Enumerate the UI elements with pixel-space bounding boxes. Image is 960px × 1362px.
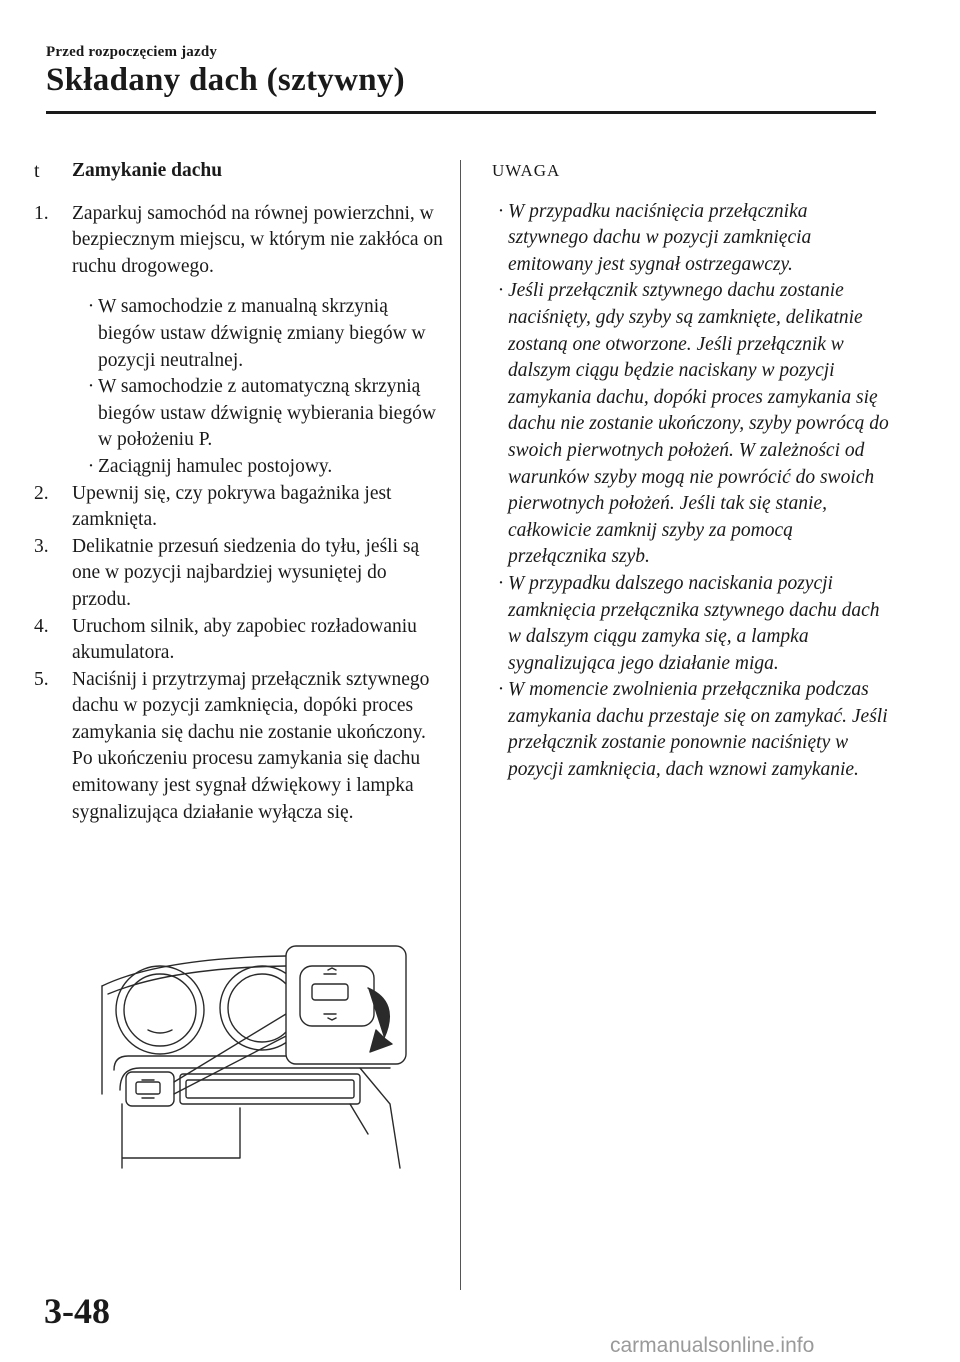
bullet-icon: · bbox=[497, 679, 505, 701]
step-text: Naciśnij i przytrzymaj przełącznik sztywnego dachu w pozycji zamknięcia, dopóki proces zamykania się dachu nie zostanie ukończony. Po ukończeniu procesu zamykania się dachu emitowany jest sygnał dźwiękowy i lampka sygnalizująca działanie wyłącza się. bbox=[72, 668, 430, 823]
page-number: 3-48 bbox=[44, 1291, 110, 1331]
sub-item bbox=[84, 374, 444, 454]
step-number: 4. bbox=[34, 615, 49, 637]
step-item bbox=[34, 481, 444, 534]
section-heading bbox=[34, 158, 444, 185]
dashboard-switch-illustration bbox=[100, 944, 410, 1170]
note-item bbox=[494, 571, 892, 677]
note-title: UWAGA bbox=[492, 161, 561, 180]
left-column bbox=[34, 158, 444, 826]
bullet-icon: · bbox=[87, 296, 95, 318]
step-item bbox=[34, 534, 444, 614]
right-column bbox=[492, 158, 892, 784]
step-item bbox=[34, 614, 444, 667]
bullet-icon: · bbox=[497, 572, 505, 594]
sub-item bbox=[84, 294, 444, 374]
note-item-text: W momencie zwolnienia przełącznika podczas zamykania dachu przestaje się on zamykać. Jeśli przełącznik zostanie ponownie naciśnięty w pozycji zamknięcia, dach wznowi zamykanie. bbox=[508, 679, 888, 781]
step-item bbox=[34, 201, 444, 281]
step-number: 1. bbox=[34, 202, 49, 224]
watermark: carmanualsonline.info bbox=[610, 1334, 815, 1357]
sub-item-text: Zaciągnij hamulec postojowy. bbox=[98, 455, 333, 477]
note-item-text: W przypadku dalszego naciskania pozycji zamknięcia przełącznika sztywnego dachu dach w dalszym ciągu zamyka się, a lampka sygnalizująca jego działanie miga. bbox=[508, 572, 880, 674]
step-text: Zaparkuj samochód na równej powierzchni, w bezpiecznym miejscu, w którym nie zakłóca on ruchu drogowego. bbox=[72, 202, 443, 277]
bullet-icon: · bbox=[497, 280, 505, 302]
note-item bbox=[494, 278, 892, 571]
sub-item-text: W samochodzie z manualną skrzynią biegów ustaw dźwignię zmiany biegów w pozycji neutralnej. bbox=[98, 296, 426, 371]
note-item bbox=[494, 199, 892, 279]
step-number: 3. bbox=[34, 535, 49, 557]
step-text: Uruchom silnik, aby zapobiec rozładowaniu akumulatora. bbox=[72, 615, 417, 664]
section-heading-text: Zamykanie dachu bbox=[72, 160, 223, 181]
note-item-text: Jeśli przełącznik sztywnego dachu zostanie naciśnięty, gdy szyby są zamknięte, delikatnie zostaną one otworzone. Jeśli przełącznik w dalszym ciągu będzie naciskany w pozycji zamykania dachu, dopóki proces zamykania się dachu nie zostanie ukończony, szyby powrócą do swoich pierwotnych położeń. W zależności od warunków szyby mogą nie powrócić do swoich pierwotnych położeń. Jeśli tak się stanie, całkowicie zamknij szyby za pomocą przełącznika szyb. bbox=[508, 280, 889, 568]
column-divider bbox=[460, 160, 461, 1290]
bullet-icon: · bbox=[87, 376, 95, 398]
note-item-text: W przypadku naciśnięcia przełącznika sztywnego dachu w pozycji zamknięcia emitowany jest sygnał ostrzegawczy. bbox=[508, 200, 812, 275]
breadcrumb: Przed rozpoczęciem jazdy bbox=[46, 44, 218, 60]
step-text: Upewnij się, czy pokrywa bagażnika jest zamknięta. bbox=[72, 482, 392, 531]
title-rule bbox=[46, 111, 876, 114]
bullet-icon: · bbox=[497, 200, 505, 222]
note-item bbox=[494, 677, 892, 783]
step-number: 2. bbox=[34, 482, 49, 504]
bullet-icon: · bbox=[87, 455, 95, 477]
step-number: 5. bbox=[34, 668, 49, 690]
sub-item-text: W samochodzie z automatyczną skrzynią biegów ustaw dźwignię wybierania biegów w położeniu P. bbox=[98, 376, 436, 451]
section-marker-icon: t bbox=[34, 160, 40, 182]
step-text: Delikatnie przesuń siedzenia do tyłu, jeśli są one w pozycji najbardziej wysuniętej do przodu. bbox=[72, 535, 420, 610]
page-title: Składany dach (sztywny) bbox=[46, 62, 405, 98]
sub-item bbox=[84, 454, 444, 481]
step-item bbox=[34, 667, 444, 827]
